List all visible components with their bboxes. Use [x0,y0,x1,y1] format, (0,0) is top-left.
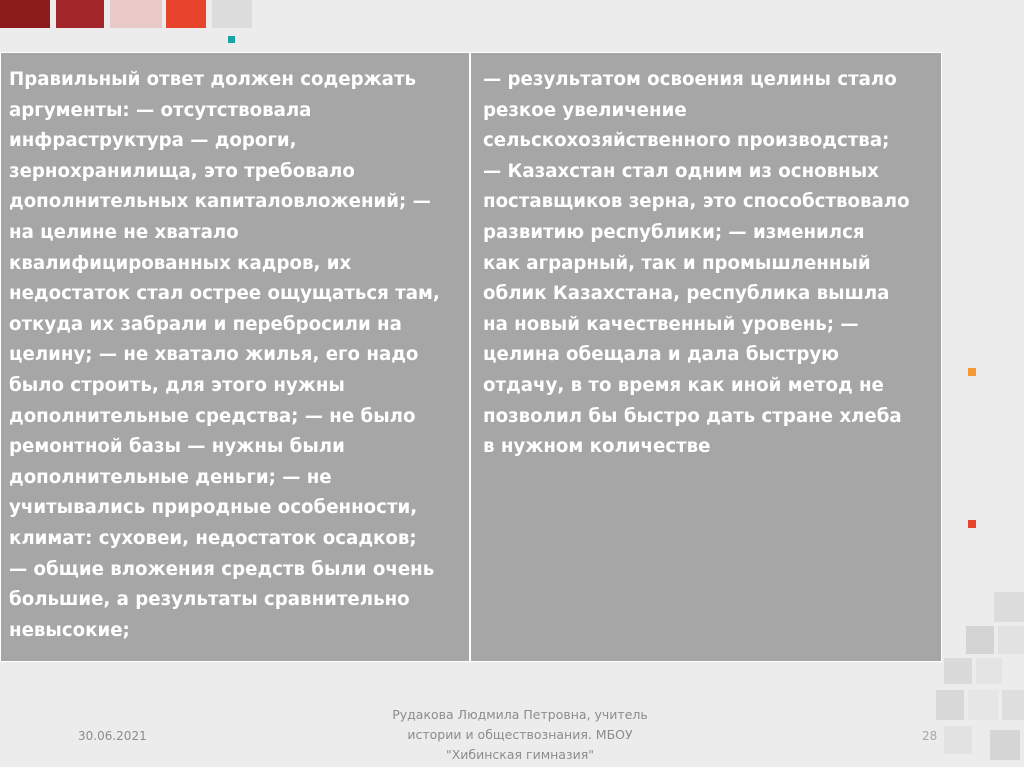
answer-table [0,52,942,662]
footer-date: 30.06.2021 [78,729,147,743]
table-cell-left [1,53,471,661]
decor-dot-red [968,520,976,528]
footer-author: Рудакова Людмила Петровна, учитель истории и обществознания. МБОУ "Хибинская гимназия" [392,707,648,762]
decor-dot-teal [228,36,235,43]
decor-square-gray-2 [966,626,994,654]
decor-square-gray-7 [968,690,998,720]
decor-square-gray-10 [990,730,1020,760]
decor-square-pink [110,0,162,28]
left-cell-text: Правильный ответ должен содержать аргументы: — отсутствовала инфраструктура — дороги, зернохранилища, это требовало дополнительных капиталовложений; — на целине не хватало квалифицированных кадров, их недостаток стал острее ощущаться там, откуда их забрали и перебросили на целину; — не хватало жилья, его надо было строить, для этого нужны дополнительные средства; — не было ремонтной базы — нужны были дополнительные деньги; — не учитывались природные особенности, климат: суховеи, недостаток осадков; — общие вложения средств были очень большие, а результаты сравнительно невысокие; [9,69,440,641]
decor-square-lightgray [212,0,252,28]
page-number: 28 [922,729,938,743]
right-cell-text: — результатом освоения целины стало резкое увеличение сельскохозяйственного производства; — Казахстан стал одним из основных поставщиков зерна, это способствовало развитию республики; — изменился как аграрный, так и промышленный облик Казахстана, республика вышла на новый качественный уровень; — целина обещала и дала быструю отдачу, в то время как иной метод не позволил бы быстро дать стране хлеба в нужном количестве [483,69,910,458]
decor-square-gray-3 [998,626,1024,654]
decor-square-darkred [0,0,50,28]
decor-square-gray-1 [994,592,1024,622]
decor-square-maroon [56,0,104,28]
decor-square-gray-9 [944,726,972,754]
table-cell-right [471,53,941,661]
decor-square-gray-8 [1002,690,1024,720]
decor-square-gray-5 [976,658,1002,684]
decor-square-red [166,0,206,28]
decor-dot-orange [968,368,976,376]
decor-square-gray-6 [936,690,964,720]
decor-square-gray-4 [944,658,972,684]
